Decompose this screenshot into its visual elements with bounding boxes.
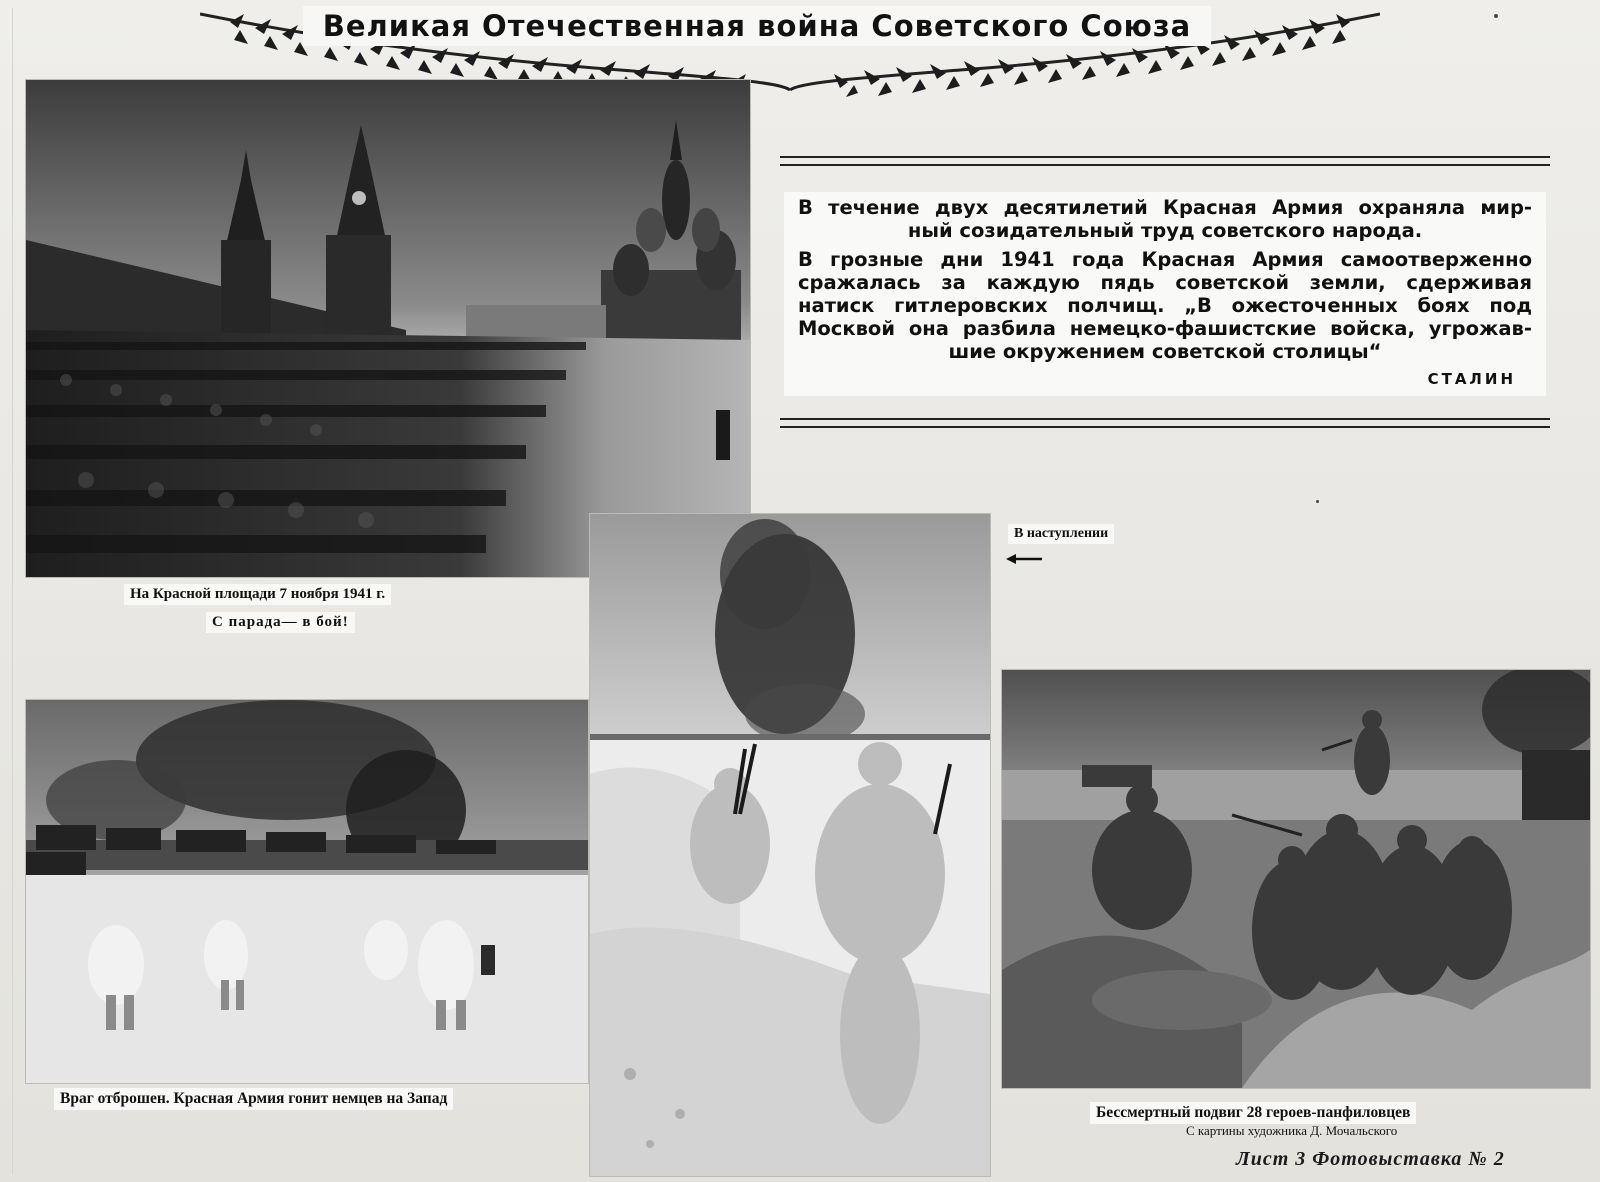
photo-offensive [590, 514, 990, 1176]
caption-village: Враг отброшен. Красная Армия гонит немцев на Запад [54, 1088, 453, 1110]
panfilov-heroes-image [1002, 670, 1590, 1088]
paper-speck [1316, 500, 1319, 503]
quote-signature: СТАЛИН [1427, 370, 1516, 388]
caption-red-square-line2: С парада— в бой! [206, 612, 355, 633]
quote-line: ный созидательный труд советского народа. [907, 219, 1423, 242]
photo-red-square-parade [26, 80, 750, 577]
quote-line: В течение двух десятилетий Красная Армия охраняла мир- [798, 196, 1532, 219]
stalin-quote-box [784, 192, 1546, 396]
offensive-image [590, 514, 990, 1176]
quote-line: Москвой она разбила немецко-фашистские войска, угрожав- [798, 317, 1532, 340]
arrow-left-icon [1006, 552, 1044, 566]
caption-offensive: В наступлении [1008, 524, 1114, 544]
photo-panfilov-heroes-painting [1002, 670, 1590, 1088]
quote-line: натиск гитлеровских полчищ. „В ожесточенных боях под [798, 294, 1532, 317]
village-counterattack-image [26, 700, 588, 1083]
page-title: Великая Отечественная война Советского Союза [322, 9, 1192, 43]
caption-painter-credit: С картины художника Д. Мочальского [1186, 1123, 1398, 1138]
quote-line: В грозные дни 1941 года Красная Армия самоотверженно [798, 248, 1532, 271]
sheet-number-mark: Лист 3 Фотовыставка № 2 [1236, 1148, 1505, 1170]
quote-bottom-rule [780, 418, 1550, 428]
paper-speck [1494, 14, 1498, 18]
quote-line: шие окружением советской столицы“ [948, 340, 1382, 363]
title-banner [303, 6, 1211, 46]
quote-top-rule [780, 156, 1550, 166]
caption-panfilov: Бессмертный подвиг 28 героев-панфиловцев [1090, 1102, 1416, 1124]
red-square-parade-image [26, 80, 750, 577]
photo-village-counterattack [26, 700, 588, 1083]
quote-line: сражалась за каждую пядь советской земли, сдерживая [798, 271, 1532, 294]
caption-red-square-line1: На Красной площади 7 ноября 1941 г. [124, 584, 391, 605]
